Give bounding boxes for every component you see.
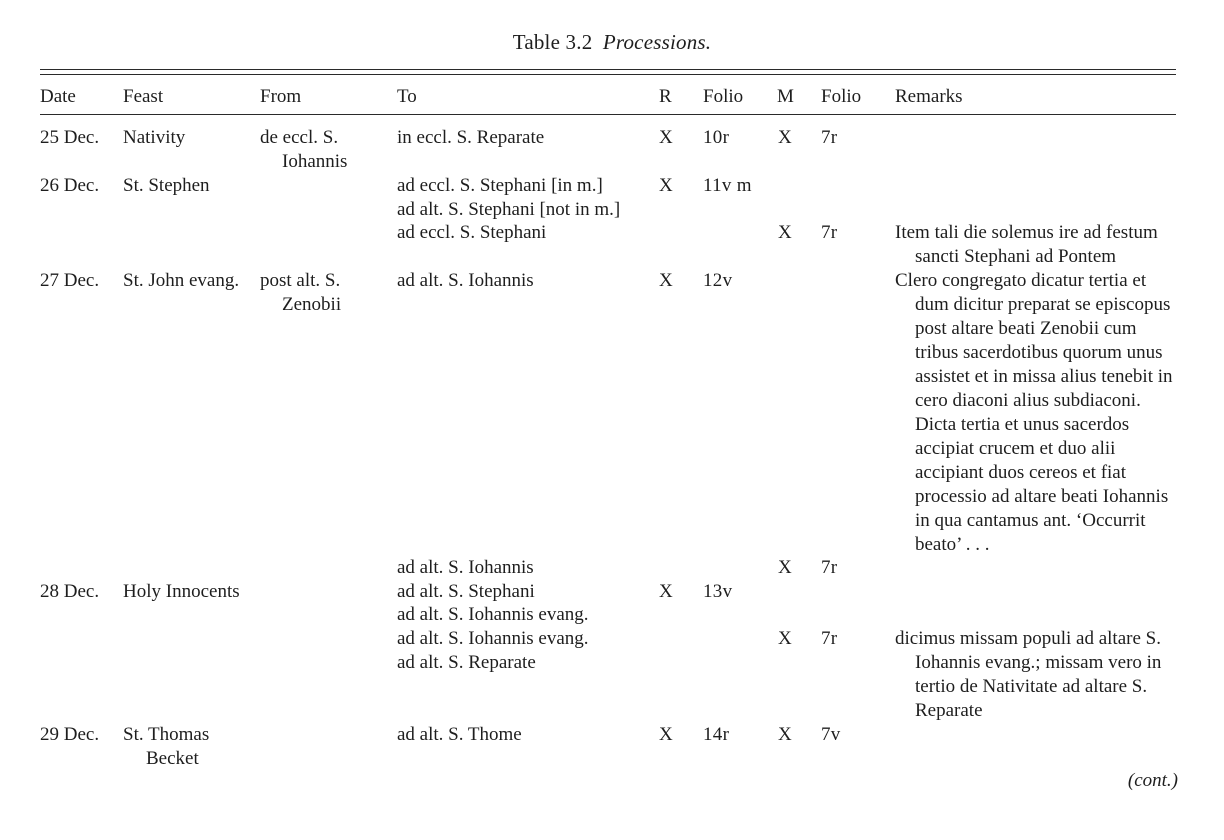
row-remarks: dicimus missam populi ad altare S. Iohannis evang.; missam vero in tertio de Nativitate ad altare S. Reparate [895,628,1162,721]
header-date: Date [40,86,76,107]
row-date: 25 Dec. [40,127,100,148]
header-m: M [777,86,794,107]
row-from-cont: Iohannis [282,151,348,172]
header-r: R [659,86,672,107]
row-to: ad eccl. S. Stephani [in m.] [397,175,603,196]
row-m-mark: X [778,628,792,649]
row-folio-m: 7r [821,127,838,148]
row-r-mark: X [659,127,673,148]
row-date: 26 Dec. [40,175,100,196]
continued-note: (cont.) [1127,770,1178,791]
row-m-mark: X [778,127,792,148]
row-folio-m: 7r [821,557,838,578]
row-folio-r: 12v [703,270,733,291]
row-feast-cont: Becket [146,748,199,769]
row-to: ad alt. S. Thome [397,724,522,745]
top-rule [40,69,1176,70]
top-rule-double [40,74,1176,75]
row-date: 27 Dec. [40,270,100,291]
row-date: 29 Dec. [40,724,100,745]
row-m-mark: X [778,724,792,745]
row-r-mark: X [659,270,673,291]
row-r-mark: X [659,724,673,745]
row-to: ad alt. S. Iohannis evang. [397,628,589,649]
row-feast: St. John evang. [123,270,240,291]
row-feast: St. Stephen [123,175,210,196]
row-feast: Holy Innocents [123,581,240,602]
row-to: ad alt. S. Stephani [not in m.] [397,199,621,220]
row-from-cont: Zenobii [282,294,342,315]
row-folio-r: 11v m [703,175,752,196]
row-feast: Nativity [123,127,186,148]
table-title [0,30,1224,55]
header-from: From [260,86,302,107]
row-to: ad alt. S. Stephani [397,581,535,602]
row-from: post alt. S. [260,270,341,291]
table-caption: Processions. [602,30,712,54]
row-folio-m: 7r [821,222,838,243]
row-r-mark: X [659,581,673,602]
row-folio-m: 7v [821,724,841,745]
row-folio-r: 14r [703,724,730,745]
header-remarks: Remarks [895,86,963,107]
header-folio-r: Folio [703,86,744,107]
row-to: ad alt. S. Reparate [397,652,536,673]
header-rule [40,114,1176,115]
row-folio-m: 7r [821,628,838,649]
row-remarks: Item tali die solemus ire ad festum sancti Stephani ad Pontem [895,222,1158,267]
row-m-mark: X [778,557,792,578]
row-to: in eccl. S. Reparate [397,127,545,148]
row-to: ad alt. S. Iohannis evang. [397,604,589,625]
row-remarks: Clero congregato dicatur tertia et dum dicitur preparat se episcopus post altare beati Zenobii cum tribus sacerdotibus quorum unus assistet et in missa alius tenebit in cero diaconi alius subdiaconi. Dicta tertia et unus sacerdos accipiat crucem et duo alii accipiant duos cereos et fiat processio ad altare beati Iohannis in qua cantamus ant. ‘Occurrit beato’ . . . [895,270,1173,555]
header-folio-m: Folio [821,86,862,107]
table-label: Table 3.2 [512,30,593,54]
row-folio-r: 10r [703,127,730,148]
row-feast: St. Thomas [123,724,210,745]
row-to: ad alt. S. Iohannis [397,270,534,291]
row-m-mark: X [778,222,792,243]
header-to: To [397,86,417,107]
row-folio-r: 13v [703,581,733,602]
row-date: 28 Dec. [40,581,100,602]
row-to: ad eccl. S. Stephani [397,222,547,243]
header-feast: Feast [123,86,164,107]
row-from: de eccl. S. [260,127,339,148]
row-to: ad alt. S. Iohannis [397,557,534,578]
row-r-mark: X [659,175,673,196]
